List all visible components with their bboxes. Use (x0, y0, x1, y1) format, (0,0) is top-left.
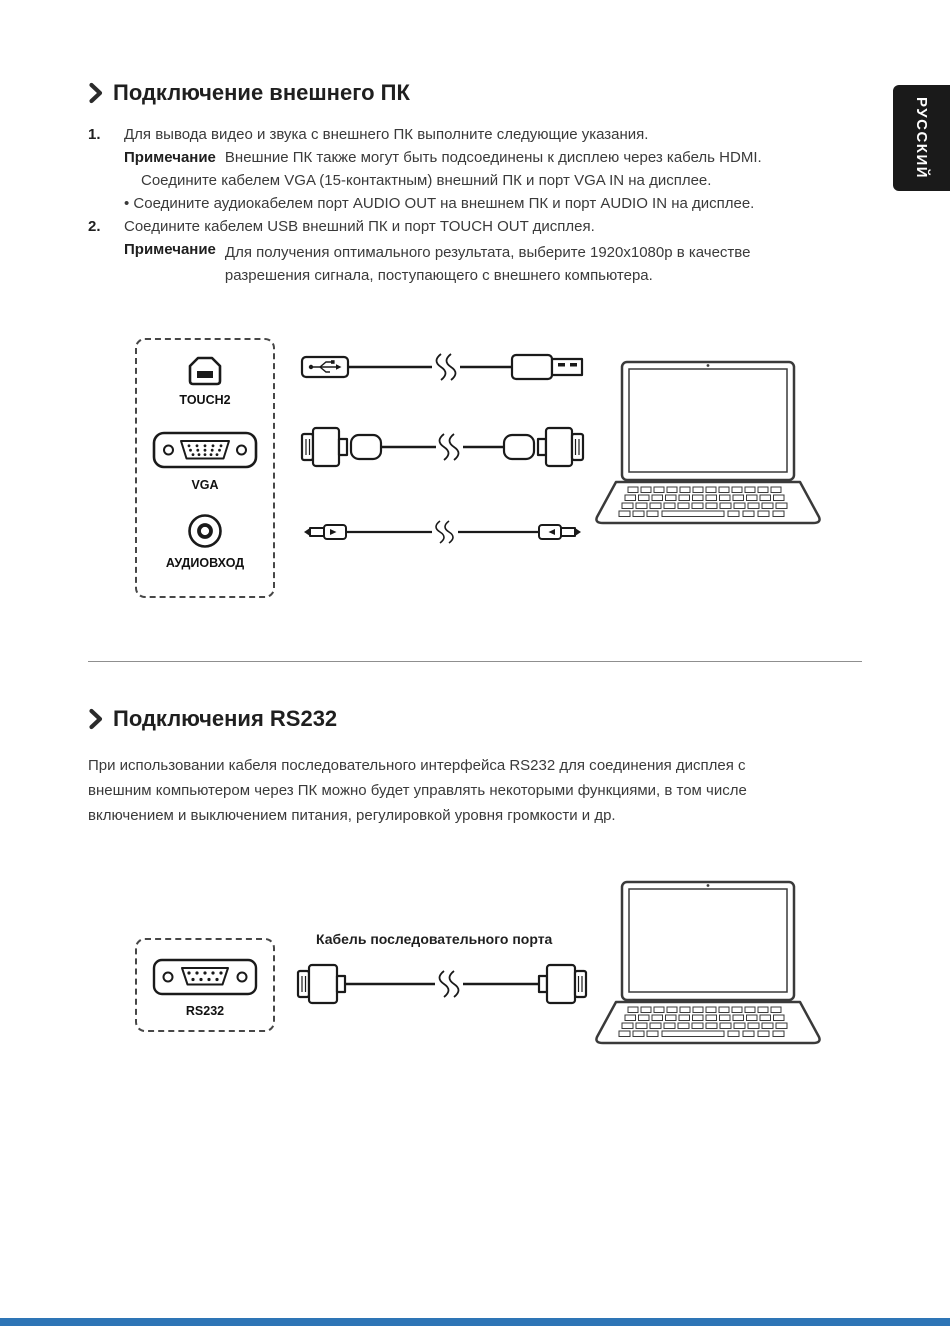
step-number: 2. (88, 218, 101, 235)
chevron-icon (88, 708, 103, 730)
note-row (124, 241, 750, 287)
port-label-vga: VGA (191, 478, 219, 492)
note-row (124, 149, 762, 166)
language-tab-label: РУССКИЙ (913, 96, 930, 180)
paragraph-line: внешним компьютером через ПК можно будет управлять некоторыми функциями, в том числе (88, 782, 747, 799)
step-text: Для вывода видео и звука с внешнего ПК выполните следующие указания. (124, 126, 649, 143)
section-title: Подключения RS232 (113, 706, 338, 731)
footer-accent-bar (0, 1318, 950, 1326)
rs232-port-panel (135, 938, 275, 1032)
paragraph-line: При использовании кабеля последовательного интерфейса RS232 для соединения дисплея с (88, 757, 746, 774)
note-line: Для получения оптимального результата, выберите 1920x1080p в качестве (224, 244, 751, 261)
audio-in-port-icon (137, 512, 273, 550)
note-label: Примечание (124, 149, 216, 166)
serial-cable-caption: Кабель последовательного порта (316, 931, 553, 947)
section-divider (88, 661, 862, 662)
note-label: Примечание (124, 241, 216, 258)
note-text-block (225, 241, 751, 287)
chevron-icon (88, 82, 103, 104)
section-title: Подключение внешнего ПК (113, 80, 410, 105)
section-rs232-heading (88, 706, 337, 732)
note-line: разрешения сигнала, поступающего с внешнего компьютера. (224, 267, 653, 284)
audio-cable-illustration (300, 518, 585, 551)
paragraph-line: включением и выключением питания, регулировкой уровня громкости и др. (88, 807, 616, 824)
laptop-illustration (592, 360, 822, 547)
usb-cable-illustration (300, 350, 585, 389)
port-label-touch2: TOUCH2 (179, 393, 231, 407)
section-external-pc-heading (88, 80, 410, 106)
rs232-port-icon (137, 956, 273, 998)
note-sub-line: Соедините кабелем VGA (15-контактным) внешний ПК и порт VGA IN на дисплее. (141, 172, 712, 189)
display-ports-panel (135, 338, 275, 598)
vga-port-icon (137, 428, 273, 472)
usb-b-port-icon (137, 356, 273, 386)
laptop-illustration (592, 880, 822, 1067)
note-text: Внешние ПК также могут быть подсоединены к дисплею через кабель HDMI. (224, 149, 762, 166)
port-label-rs232: RS232 (185, 1004, 225, 1018)
language-tab (893, 85, 950, 191)
step-text: Соедините кабелем USB внешний ПК и порт TOUCH OUT дисплея. (124, 218, 595, 235)
serial-cable-illustration (296, 960, 588, 1013)
vga-cable-illustration (300, 424, 585, 475)
step-number: 1. (88, 126, 101, 143)
port-label-audio-in: АУДИОВХОД (165, 556, 245, 570)
bullet-line: • Соедините аудиокабелем порт AUDIO OUT на внешнем ПК и порт AUDIO IN на дисплее. (124, 195, 755, 212)
